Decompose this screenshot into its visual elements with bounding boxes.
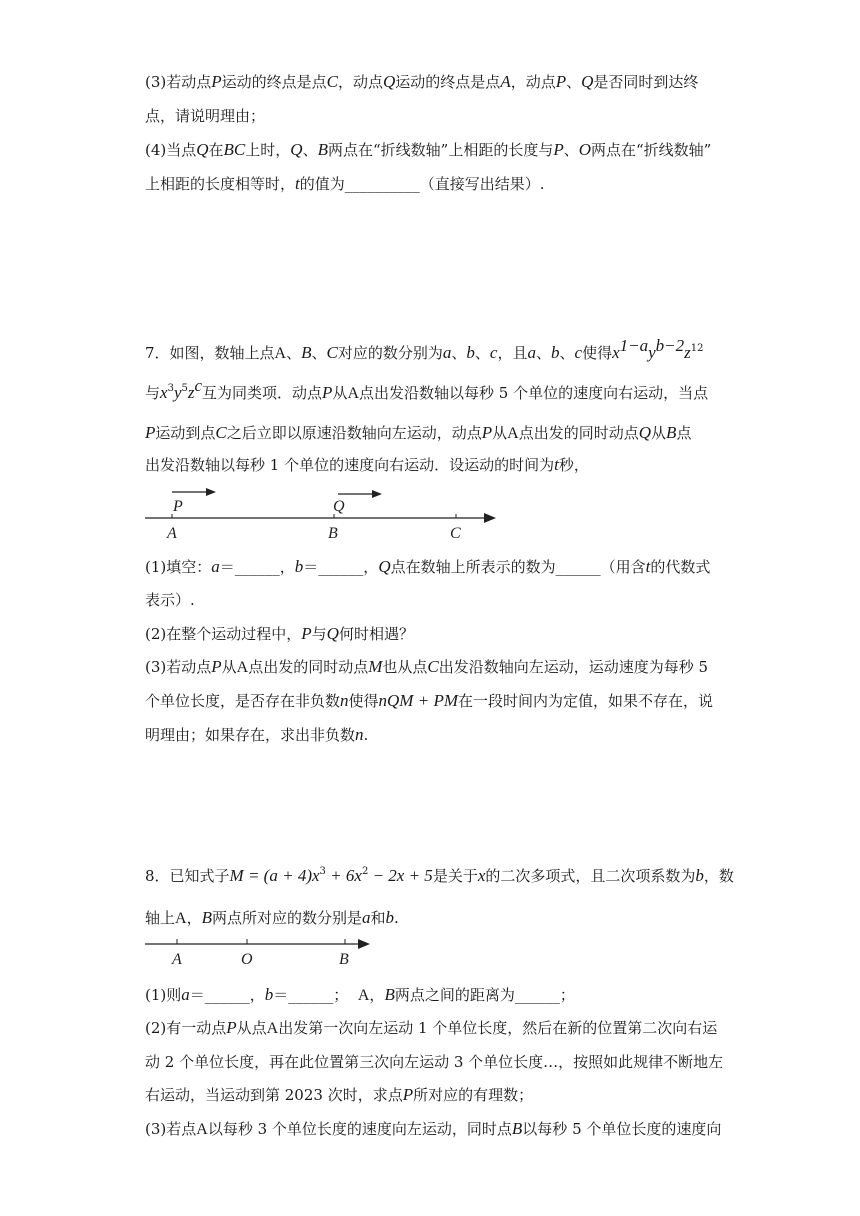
q7-line4: 出发沿数轴以每秒 1 个单位的速度向右运动．设运动的时间为t秒，	[145, 455, 589, 474]
label-A: A	[167, 525, 177, 542]
label-Q: Q	[333, 498, 345, 515]
q6-part4-line1: (4)当点Q在BC上时，Q、B两点在“折线数轴”上相距的长度与P、O两点在“折线数轴”	[145, 140, 712, 159]
q7-part2: (2)在整个运动过程中，P与Q何时相遇？	[145, 624, 414, 643]
q7-line1: 7．如图，数轴上点A、B、C对应的数分别为a、b、c，且a、b、c使得$x^{1-a}y^{b-2}z^{12}$	[145, 336, 704, 362]
q7-part3-line1: (3)若动点P从A点出发的同时动点M也从点C出发沿数轴向左运动，运动速度为每秒 5	[145, 657, 709, 676]
q7-part3-line2: 个单位长度，是否存在非负数n使得nQM + PM在一段时间内为定值，如果不存在，说	[145, 691, 714, 710]
label-B: B	[339, 951, 349, 968]
q8-part1: (1)则a＝______，b＝______； A，B两点之间的距离为______；	[145, 985, 575, 1004]
q6-part3-line2: 点，请说明理由；	[145, 107, 266, 125]
label-P: P	[173, 498, 183, 515]
label-O: O	[241, 951, 253, 968]
q6-part3-line1: (3)若动点P运动的终点是点C，动点Q运动的终点是点A，动点P、Q是否同时到达终	[145, 72, 699, 91]
number-line-figure-2	[140, 934, 380, 970]
number-line-figure-1	[140, 484, 510, 544]
q8-line1: 8．已知式子$M = (a + 4)x^3 + 6x^2 - 2x + 5$是关于x的二次多项式，且二次项系数为b，数	[145, 866, 734, 885]
q7-part1-line1: (1)填空：a＝______，b＝______，Q点在数轴上所表示的数为______（用含t的代数式	[145, 557, 711, 576]
q7-line2: 与$x^3y^5z^c$互为同类项．动点P从A点出发沿数轴以每秒 5 个单位的速度向右运动，当点	[145, 376, 709, 402]
q8-part2-line3: 右运动，当运动到第 2023 次时，求点P所对应的有理数；	[145, 1085, 534, 1104]
label-A: A	[172, 951, 182, 968]
q8-line2: 轴上A，B两点所对应的数分别是a和b.	[145, 908, 399, 927]
answer-blank: __________	[344, 175, 420, 193]
q8-part2-line2: 动 2 个单位长度，再在此位置第三次向左运动 3 个单位长度…，按照如此规律不断地左	[145, 1053, 724, 1071]
q8-part2-line1: (2)有一动点P从点A出发第一次向左运动 1 个单位长度，然后在新的位置第二次向右运	[145, 1018, 718, 1037]
q6-part4-line2: 上相距的长度相等时，t的值为__________（直接写出结果）.	[145, 174, 545, 193]
label-C: C	[450, 525, 461, 542]
q7-part3-line3: 明理由；如果存在，求出非负数n.	[145, 725, 369, 744]
q7-part1-line2: 表示）.	[145, 591, 195, 609]
q8-part3-line1: (3)若点A以每秒 3 个单位长度的速度向左运动，同时点B以每秒 5 个单位长度的速度向	[145, 1119, 722, 1138]
label-B: B	[328, 525, 338, 542]
q7-line3: P运动到点C之后立即以原速沿数轴向左运动，动点P从A点出发的同时动点Q从B点	[145, 423, 692, 442]
